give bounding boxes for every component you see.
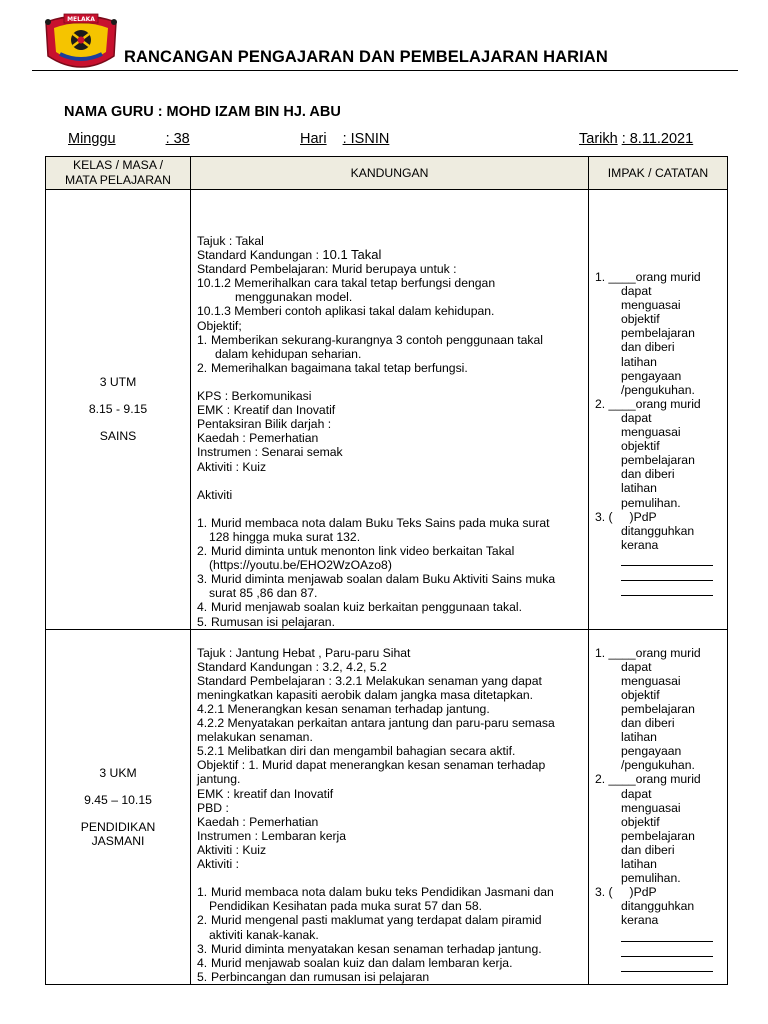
emk: EMK : Kreatif dan Inovatif bbox=[197, 403, 336, 418]
reason-blank-line[interactable] bbox=[621, 943, 713, 957]
page-title: RANCANGAN PENGAJARAN DAN PEMBELAJARAN HARIAN bbox=[124, 48, 608, 66]
activity-item bbox=[197, 956, 584, 970]
class-subject-line1: PENDIDIKAN bbox=[80, 819, 156, 834]
impact-text-line: ditangguhkan bbox=[621, 899, 695, 914]
impact-text-line: objektif bbox=[621, 439, 660, 454]
item-text: Murid menjawab soalan kuiz berkaitan penggunaan takal. bbox=[211, 600, 522, 615]
activity-type: Aktiviti : Kuiz bbox=[197, 459, 267, 474]
instrument: Instrumen : Lembaran kerja bbox=[197, 828, 347, 843]
svg-text:MELAKA: MELAKA bbox=[67, 16, 95, 23]
item-number: 1. bbox=[197, 515, 208, 530]
col-header-impak: IMPAK / CATATAN bbox=[589, 157, 728, 190]
content-standard-label: Standard Kandungan : bbox=[197, 248, 323, 263]
date-label: Tarikh bbox=[579, 131, 618, 147]
impact-cell bbox=[589, 629, 728, 984]
day-label: Hari bbox=[300, 131, 327, 147]
impact-text-line: pembelajaran bbox=[621, 453, 695, 468]
activity-item bbox=[197, 942, 584, 956]
col-header-kelas-line1: KELAS / MASA / bbox=[72, 158, 164, 172]
week-value: : 38 bbox=[165, 131, 190, 147]
item-text: Murid diminta untuk menonton link video berkaitan Takal bbox=[211, 544, 515, 559]
impact-text-line: ditangguhkan bbox=[621, 523, 695, 538]
impact-text-line: /pengukuhan. bbox=[621, 758, 695, 773]
date-value: : 8.11.2021 bbox=[621, 131, 694, 147]
class-cell bbox=[46, 629, 191, 984]
item-text: Perbincangan dan rumusan isi pelajaran bbox=[211, 969, 430, 984]
learning-standard-item-cont: melakukan senaman. bbox=[197, 730, 313, 745]
content-standard bbox=[197, 248, 584, 262]
impact-text-line: pemulihan. bbox=[621, 871, 681, 886]
item-number: 1. bbox=[197, 332, 208, 347]
impact-text-line: kerana bbox=[621, 537, 659, 552]
impact-text-line: pemulihan. bbox=[621, 495, 681, 510]
activity-item bbox=[197, 600, 584, 614]
learning-standard-item: 10.1.3 Memberi contoh aplikasi takal dalam kehidupan. bbox=[197, 304, 495, 319]
impact-number: 3. ( ) bbox=[595, 509, 634, 524]
objective-item bbox=[197, 361, 584, 375]
learning-standard-cont: meningkatkan kapasiti aerobik dalam jangka masa ditetapkan. bbox=[197, 687, 534, 702]
impact-item-1-lines bbox=[595, 660, 721, 773]
activity-item bbox=[197, 913, 584, 927]
table-header-row bbox=[46, 157, 728, 190]
item-number: 1. bbox=[197, 885, 208, 900]
activity-item bbox=[197, 544, 584, 558]
objective-cont: jantung. bbox=[197, 772, 241, 787]
impact-text-line: dan diberi bbox=[621, 340, 675, 355]
class-name: 3 UTM bbox=[99, 375, 137, 390]
activity-item bbox=[197, 970, 584, 984]
impact-text-line: pembelajaran bbox=[621, 702, 695, 716]
learning-standard-item: 10.1.2 Memerihalkan cara takal tetap berfungsi dengan bbox=[197, 276, 496, 291]
impact-item-2 bbox=[595, 772, 721, 786]
item-number: 4. bbox=[197, 955, 208, 970]
impact-text-line: pembelajaran bbox=[621, 326, 695, 341]
item-number: 4. bbox=[197, 600, 208, 615]
activity-item-cont: Pendidikan Kesihatan pada muka surat 57 dan 58. bbox=[209, 899, 483, 914]
reason-blank-line[interactable] bbox=[621, 958, 713, 972]
class-cell bbox=[46, 190, 191, 630]
impact-text-line: dan diberi bbox=[621, 467, 675, 482]
learning-standard-item: 4.2.2 Menyatakan perkaitan antara jantung dan paru-paru semasa bbox=[197, 716, 555, 731]
melaka-logo bbox=[40, 12, 122, 74]
video-link[interactable]: (https://youtu.be/EHO2WzOAzo8) bbox=[209, 558, 392, 573]
impact-item-1-lines bbox=[595, 284, 721, 397]
reason-blank-line[interactable] bbox=[621, 928, 713, 942]
impact-item-2-lines bbox=[595, 787, 721, 886]
impact-item-1 bbox=[595, 646, 721, 660]
method: Kaedah : Pemerhatian bbox=[197, 814, 319, 829]
week-field bbox=[68, 131, 190, 147]
item-number: 2. bbox=[197, 360, 208, 375]
activity-item-cont: 128 hingga muka surat 132. bbox=[209, 529, 361, 544]
learning-standard: Standard Pembelajaran : 3.2.1 Melakukan senaman yang dapat bbox=[197, 673, 542, 688]
instrument: Instrumen : Senarai semak bbox=[197, 445, 343, 460]
activity-item-cont: surat 85 ,86 dan 87. bbox=[209, 586, 318, 601]
impact-text-line: pengayaan bbox=[621, 368, 682, 383]
col-header-kandungan: KANDUNGAN bbox=[191, 157, 589, 190]
impact-text-line: kerana bbox=[621, 913, 659, 928]
learning-standard-item: 4.2.1 Menerangkan kesan senaman terhadap jantung. bbox=[197, 702, 490, 716]
day-value: : ISNIN bbox=[342, 131, 390, 147]
item-number: 5. bbox=[197, 614, 208, 629]
lesson-topic: Tajuk : Jantung Hebat , Paru-paru Sihat bbox=[197, 645, 411, 660]
item-number: 2. bbox=[197, 544, 208, 559]
impact-item-3 bbox=[595, 510, 721, 524]
date-field bbox=[579, 131, 693, 147]
impact-number: 2. ____ bbox=[595, 396, 636, 411]
emk: EMK : kreatif dan Inovatif bbox=[197, 786, 334, 801]
item-text: Memberikan sekurang-kurangnya 3 contoh penggunaan takal bbox=[211, 332, 543, 347]
item-text: Murid membaca nota dalam Buku Teks Sains pada muka surat bbox=[211, 515, 550, 530]
pbd-heading: Pentaksiran Bilik darjah : bbox=[197, 417, 332, 432]
impact-text-line: objektif bbox=[621, 312, 660, 327]
impact-item-2 bbox=[595, 397, 721, 411]
impact-text-line: /pengukuhan. bbox=[621, 382, 695, 397]
impact-text: orang murid bbox=[635, 772, 701, 787]
impact-item-3-lines bbox=[595, 524, 721, 552]
impact-text-line: latihan bbox=[621, 730, 657, 745]
item-text: Memerihalkan bagaimana takal tetap berfungsi. bbox=[211, 360, 468, 375]
objective-heading: Objektif; bbox=[197, 318, 242, 333]
reason-blank-line[interactable] bbox=[621, 552, 713, 566]
lesson-table bbox=[45, 156, 728, 985]
impact-number: 2. ____ bbox=[595, 772, 636, 787]
content-standard-value: 10.1 Takal bbox=[322, 247, 382, 263]
impact-text-line: dan diberi bbox=[621, 842, 675, 857]
objective: Objektif : 1. Murid dapat menerangkan kesan senaman terhadap bbox=[197, 758, 546, 773]
class-subject: SAINS bbox=[99, 429, 137, 444]
impact-text-line: dapat bbox=[621, 659, 652, 674]
teacher-name: NAMA GURU : MOHD IZAM BIN HJ. ABU bbox=[64, 104, 341, 120]
table-row bbox=[46, 190, 728, 630]
item-text: Murid diminta menyatakan kesan senaman terhadap jantung. bbox=[211, 941, 542, 956]
method: Kaedah : Pemerhatian bbox=[197, 431, 319, 446]
item-number: 5. bbox=[197, 969, 208, 984]
table-row bbox=[46, 629, 728, 984]
class-subject-line2: JASMANI bbox=[91, 833, 145, 848]
learning-standard-item: 5.2.1 Melibatkan diri dan mengambil bahagian secara aktif. bbox=[197, 744, 516, 759]
item-number: 2. bbox=[197, 913, 208, 928]
pbd-heading: PBD : bbox=[197, 800, 229, 815]
col-header-kelas-line2: MATA PELAJARAN bbox=[65, 173, 171, 187]
activity-item bbox=[197, 572, 584, 586]
impact-text-line: dan diberi bbox=[621, 716, 675, 731]
impact-number: 1. ____ bbox=[595, 645, 636, 660]
impact-text-line: menguasai bbox=[621, 425, 681, 440]
impact-text-line: objektif bbox=[621, 814, 660, 829]
impact-text: orang murid bbox=[635, 396, 701, 411]
impact-text-line: latihan bbox=[621, 857, 657, 872]
impact-text-line: dapat bbox=[621, 786, 652, 801]
class-time: 9.45 – 10.15 bbox=[84, 792, 152, 807]
impact-text-line: objektif bbox=[621, 687, 660, 702]
impact-number: 1. ____ bbox=[595, 270, 636, 284]
impact-text-line: latihan bbox=[621, 481, 657, 496]
learning-standard: Standard Pembelajaran: Murid berupaya untuk : bbox=[197, 262, 457, 277]
impact-text-line: menguasai bbox=[621, 673, 681, 688]
item-number: 3. bbox=[197, 572, 208, 587]
impact-text-line: menguasai bbox=[621, 298, 681, 313]
activity-type: Aktiviti : Kuiz bbox=[197, 842, 267, 857]
day-field bbox=[300, 131, 389, 147]
impact-cell bbox=[589, 190, 728, 630]
item-number: 3. bbox=[197, 941, 208, 956]
objective-item bbox=[197, 333, 584, 347]
impact-item-3-lines bbox=[595, 899, 721, 927]
content-cell bbox=[191, 629, 589, 984]
activity-item bbox=[197, 885, 584, 899]
activities-heading: Aktiviti : bbox=[197, 857, 239, 872]
impact-text: PdP bbox=[633, 509, 657, 524]
impact-text: orang murid bbox=[635, 270, 701, 284]
impact-item-3 bbox=[595, 885, 721, 899]
kps: KPS : Berkomunikasi bbox=[197, 389, 312, 404]
impact-text-line: menguasai bbox=[621, 800, 681, 815]
item-text: Murid mengenal pasti maklumat yang terdapat dalam piramid bbox=[211, 913, 542, 928]
reason-blank-line[interactable] bbox=[621, 582, 713, 596]
activity-item bbox=[197, 615, 584, 629]
reason-blank-line[interactable] bbox=[621, 567, 713, 581]
activity-item-cont: aktiviti kanak-kanak. bbox=[209, 927, 319, 942]
class-name: 3 UKM bbox=[99, 765, 137, 780]
class-time: 8.15 - 9.15 bbox=[88, 402, 148, 417]
item-text: Murid diminta menjawab soalan dalam Buku Aktiviti Sains muka bbox=[211, 572, 556, 587]
title-divider bbox=[32, 70, 738, 71]
impact-text-line: latihan bbox=[621, 354, 657, 369]
impact-text-line: dapat bbox=[621, 284, 652, 299]
activity-item bbox=[197, 516, 584, 530]
col-header-kelas bbox=[46, 157, 191, 190]
item-text: Murid menjawab soalan kuiz dan dalam lembaran kerja. bbox=[211, 955, 513, 970]
impact-text: PdP bbox=[633, 885, 657, 900]
impact-item-2-lines bbox=[595, 411, 721, 510]
content-standard: Standard Kandungan : 3.2, 4.2, 5.2 bbox=[197, 659, 387, 674]
objective-item-cont: dalam kehidupan seharian. bbox=[215, 346, 362, 361]
activities-heading: Aktiviti bbox=[197, 487, 233, 502]
impact-text: orang murid bbox=[635, 645, 701, 660]
impact-text-line: pengayaan bbox=[621, 744, 682, 759]
impact-number: 3. ( ) bbox=[595, 885, 634, 900]
item-text: Murid membaca nota dalam buku teks Pendidikan Jasmani dan bbox=[211, 885, 554, 900]
item-text: Rumusan isi pelajaran. bbox=[211, 614, 335, 629]
content-cell bbox=[191, 190, 589, 630]
impact-text-line: pembelajaran bbox=[621, 828, 695, 843]
learning-standard-item-cont: menggunakan model. bbox=[235, 290, 353, 305]
impact-text-line: dapat bbox=[621, 410, 652, 425]
lesson-topic: Tajuk : Takal bbox=[197, 234, 264, 248]
week-label: Minggu bbox=[68, 131, 116, 147]
impact-item-1 bbox=[595, 270, 721, 284]
